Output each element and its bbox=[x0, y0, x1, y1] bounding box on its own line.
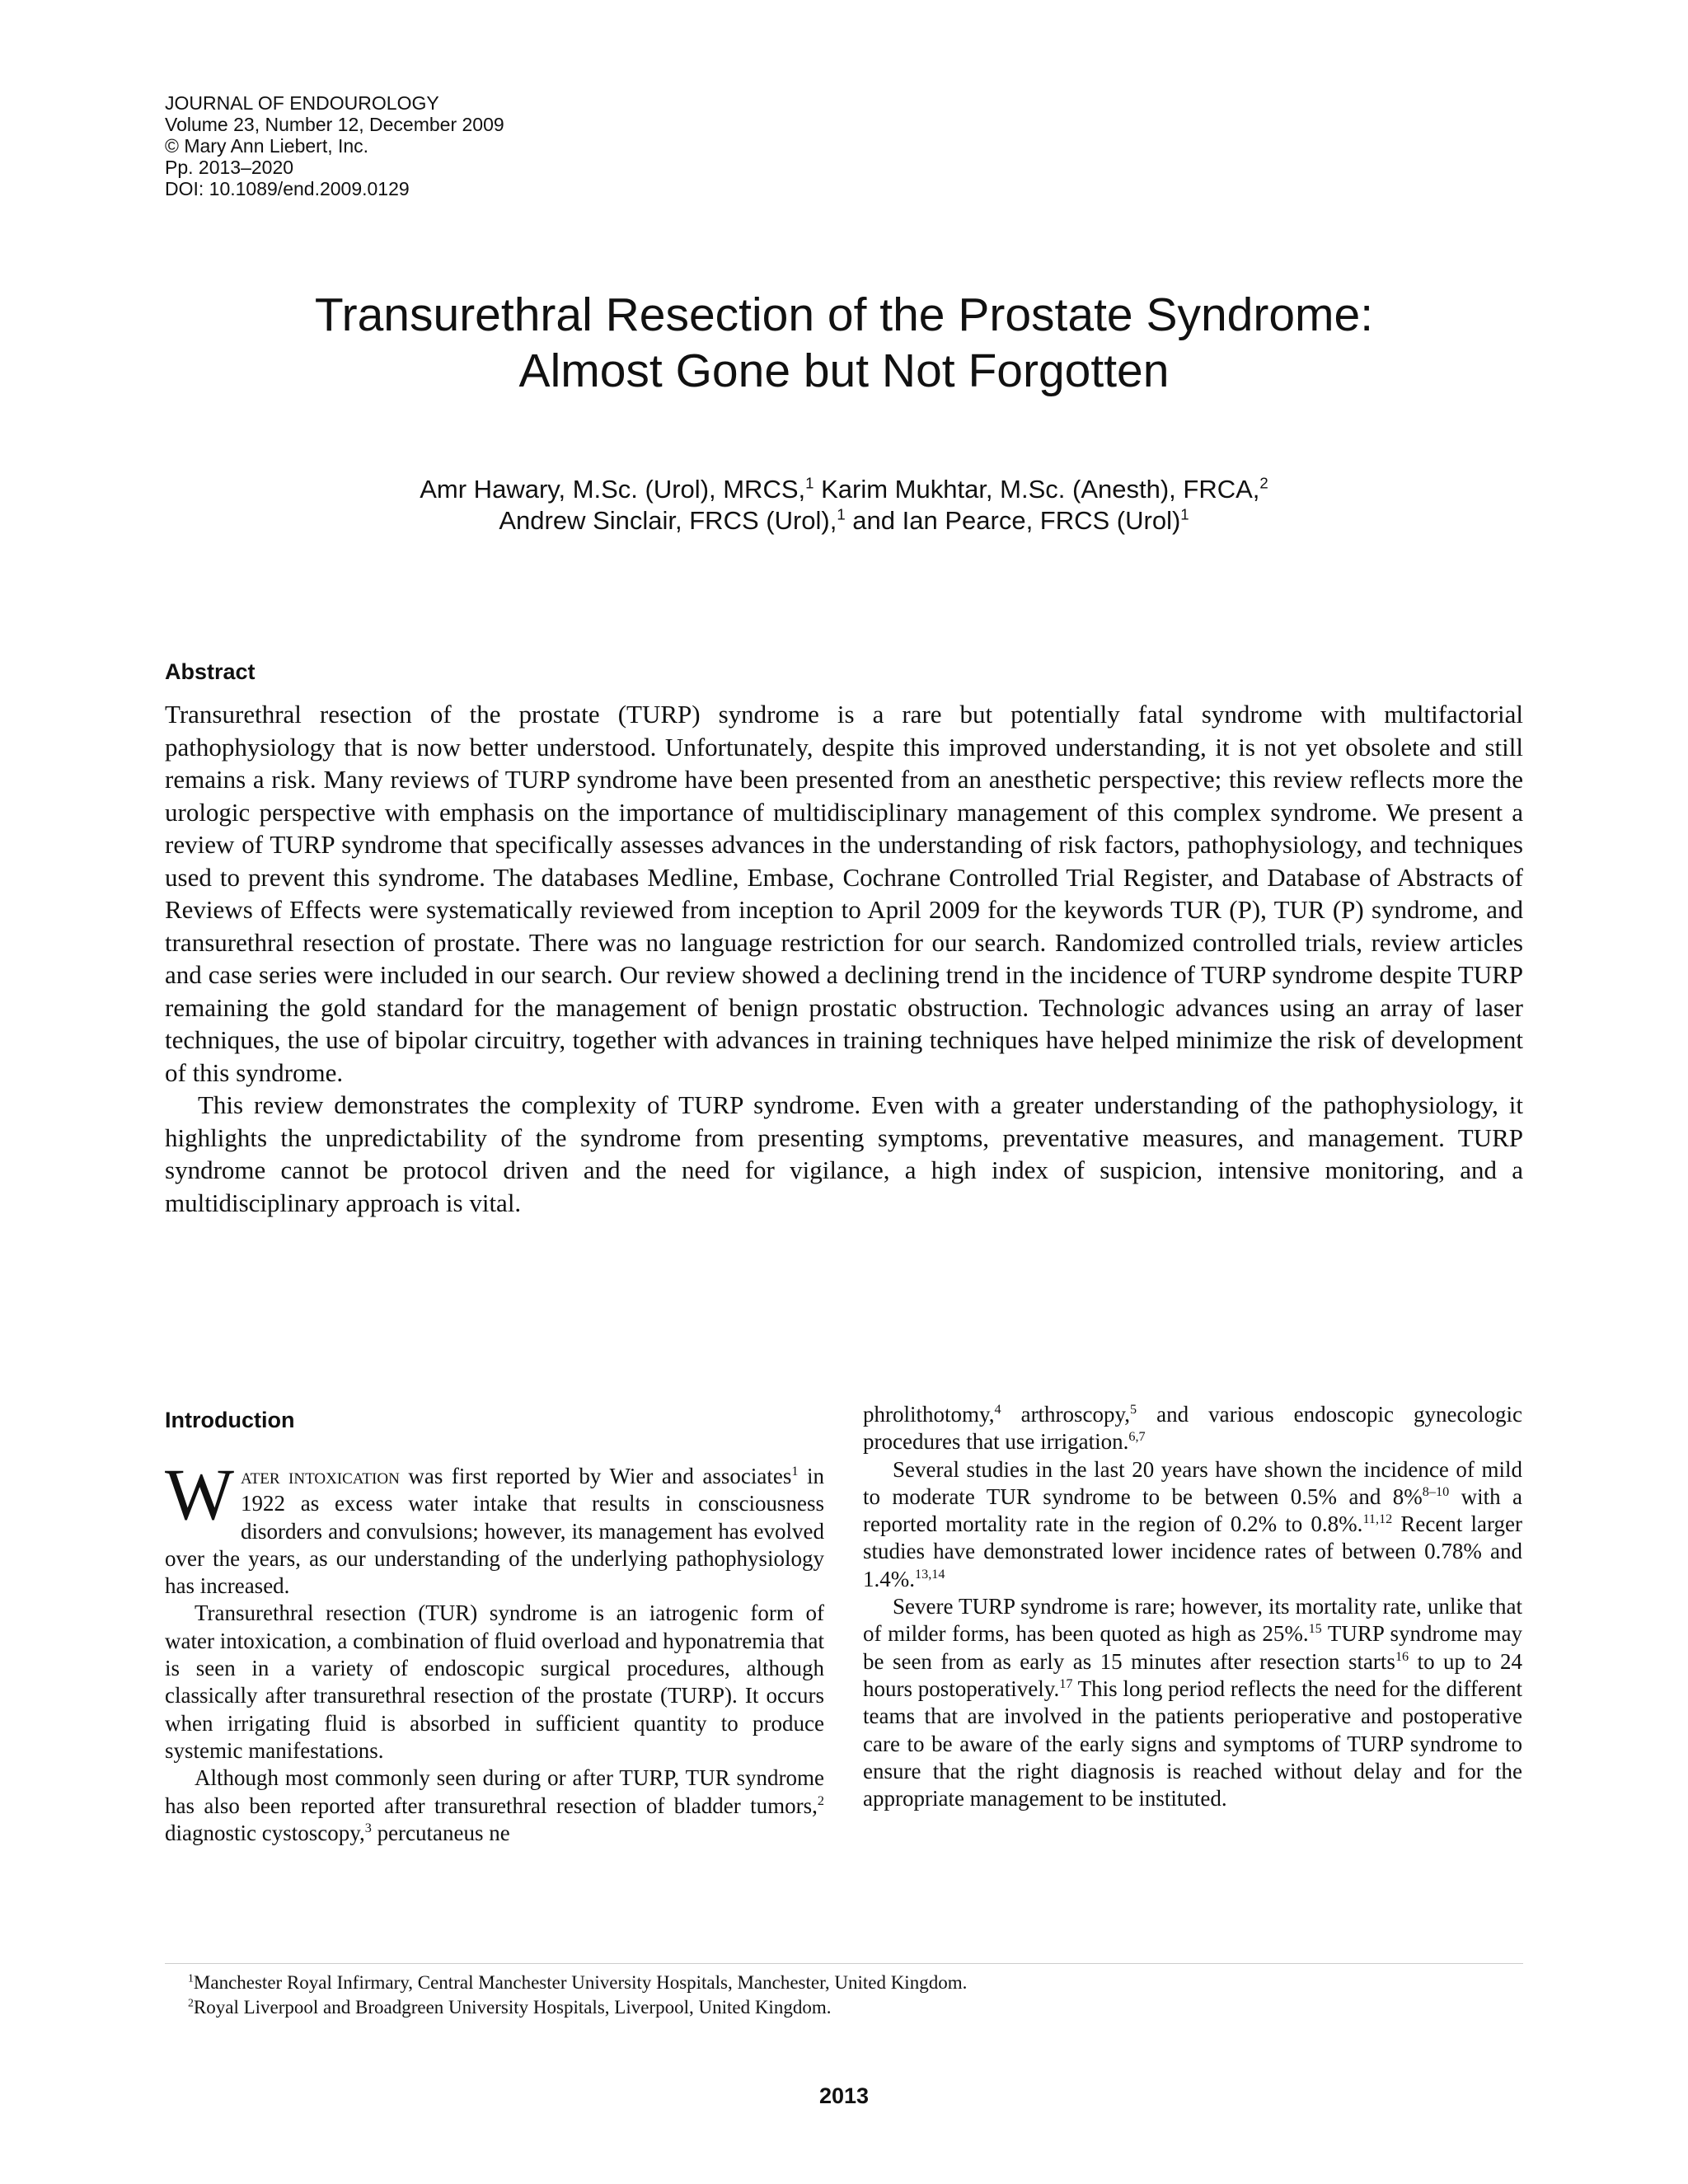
intro-p3-text-cont: diagnostic cystoscopy, bbox=[165, 1820, 365, 1845]
affiliation-marker: 1 bbox=[837, 505, 846, 523]
abstract-body bbox=[165, 698, 1523, 1219]
intro-r3-text-mid: to up to 24 hours postoperatively. bbox=[863, 1648, 1522, 1701]
journal-copyright: © Mary Ann Liebert, Inc. bbox=[165, 135, 369, 157]
intro-r3-text-end: This long period reflects the need for the different teams that are involved in the patients perioperative and postoperative care to be aware of the early signs and symptoms of TURP syndrome to ensure that the right diagnosis is reached without delay and for the appropriate management to be instituted. bbox=[863, 1675, 1522, 1811]
intro-paragraph-5 bbox=[863, 1593, 1522, 1812]
body-column-left bbox=[165, 1455, 824, 1847]
intro-r1-text: phrolithotomy, bbox=[863, 1402, 995, 1427]
footnote-marker: 2 bbox=[188, 1996, 194, 2009]
citation-marker: 5 bbox=[1130, 1402, 1137, 1417]
journal-pages: Pp. 2013–2020 bbox=[165, 157, 294, 178]
title-line-2: Almost Gone but Not Forgotten bbox=[518, 344, 1170, 397]
intro-paragraph-4 bbox=[863, 1456, 1522, 1593]
intro-paragraph-3 bbox=[165, 1765, 824, 1847]
citation-marker: 3 bbox=[364, 1820, 372, 1835]
footnote-marker: 1 bbox=[188, 1971, 194, 1985]
abstract-paragraph-2: This review demonstrates the complexity of TURP syndrome. Even with a greater understanding of the pathophysiology, it highlights the unpredictability of the syndrome from presenting symptoms, preventative measures, and management. TURP syndrome cannot be protocol driven and the need for vigilance, a high index of suspicion, intensive monitoring, and a multidisciplinary approach is vital. bbox=[165, 1090, 1523, 1217]
citation-marker: 11,12 bbox=[1362, 1511, 1393, 1527]
intro-p3-text-end: percutaneus ne bbox=[371, 1820, 510, 1845]
affiliation-marker: 1 bbox=[1180, 505, 1189, 523]
footnote-divider bbox=[165, 1963, 1523, 1964]
author-mukhtar: Karim Mukhtar, M.Sc. (Anesth), FRCA, bbox=[814, 475, 1260, 504]
citation-marker: 1 bbox=[791, 1464, 799, 1479]
intro-p1-text-cont: in 1922 as excess water intake that results in consciousness disorders and convulsions; however, its management has evolved over the years, as our understanding of the underlying pathophysiology has increased. bbox=[165, 1464, 824, 1599]
affiliation-marker: 2 bbox=[1259, 474, 1268, 492]
footnote-2-text: Royal Liverpool and Broadgreen University Hospitals, Liverpool, United Kingdom. bbox=[193, 1997, 832, 2018]
journal-doi: DOI: 10.1089/end.2009.0129 bbox=[165, 178, 410, 199]
title-line-1: Transurethral Resection of the Prostate Syndrome: bbox=[314, 288, 1374, 341]
intro-r2-text: Several studies in the last 20 years have shown the incidence of mild to moderate TUR syndrome to be between 0.5% and 8% bbox=[863, 1456, 1522, 1509]
citation-marker: 17 bbox=[1059, 1675, 1073, 1691]
body-column-right bbox=[863, 1401, 1522, 1812]
drop-cap: W bbox=[165, 1455, 235, 1535]
citation-marker: 6,7 bbox=[1128, 1429, 1146, 1445]
intro-r2-text-end: Recent larger studies have demonstrated lower incidence rates of between 0.78% and 1.4%. bbox=[863, 1511, 1522, 1591]
author-list bbox=[165, 474, 1523, 537]
intro-r1-text-cont: arthroscopy, bbox=[1001, 1402, 1131, 1427]
intro-r3-text: Severe TURP syndrome is rare; however, its mortality rate, unlike that of milder forms, has been quoted as high as 25%. bbox=[863, 1594, 1522, 1647]
citation-marker: 4 bbox=[994, 1402, 1001, 1417]
journal-volume: Volume 23, Number 12, December 2009 bbox=[165, 114, 504, 135]
abstract-paragraph-1: Transurethral resection of the prostate (TURP) syndrome is a rare but potentially fatal syndrome with multifactorial pathophysiology that is now better understood. Unfortunately, despite this improved understanding, it is not yet obsolete and still remains a risk. Many reviews of TURP syndrome have been presented from an anesthetic perspective; this review reflects more the urologic perspective with emphasis on the importance of multidisciplinary management of this complex syndrome. We present a review of TURP syndrome that specifically assesses advances in the understanding of risk factors, pathophysiology, and techniques used to prevent this syndrome. The databases Medline, Embase, Cochrane Controlled Trial Register, and Database of Abstracts of Reviews of Effects were systematically reviewed from inception to April 2009 for the keywords TUR (P), TUR (P) syndrome, and transurethral resection of prostate. There was no language restriction for our search. Randomized controlled trials, review articles and case series were included in our search. Our review showed a declining trend in the incidence of TURP syndrome despite TURP remaining the gold standard for the management of benign prostatic obstruction. Technologic advances using an array of laser techniques, the use of bipolar circuitry, together with advances in training techniques have helped minimize the risk of development of this syndrome. bbox=[165, 700, 1523, 1087]
footnote-1-text: Manchester Royal Infirmary, Central Manchester University Hospitals, Manchester, United Kingdom. bbox=[193, 1972, 968, 1993]
author-line-2 bbox=[165, 505, 1523, 537]
affiliation-footnotes bbox=[188, 1971, 967, 2020]
author-hawary: Amr Hawary, M.Sc. (Urol), MRCS, bbox=[420, 475, 806, 504]
intro-paragraph-3-continued bbox=[863, 1401, 1522, 1456]
author-line-1 bbox=[165, 474, 1523, 505]
author-sinclair: Andrew Sinclair, FRCS (Urol), bbox=[499, 506, 837, 535]
citation-marker: 8–10 bbox=[1422, 1483, 1450, 1499]
citation-marker: 15 bbox=[1308, 1621, 1322, 1637]
introduction-heading: Introduction bbox=[165, 1408, 295, 1432]
abstract-heading: Abstract bbox=[165, 659, 256, 684]
citation-marker: 13,14 bbox=[915, 1566, 945, 1582]
intro-p3-text: Although most commonly seen during or after TURP, TUR syndrome has also been reported after transurethral resection of bladder tumors, bbox=[165, 1765, 824, 1818]
intro-r1-text-end: and various endoscopic gynecologic procedures that use irrigation. bbox=[863, 1402, 1522, 1455]
article-title bbox=[165, 287, 1523, 399]
intro-r3-text-cont: TURP syndrome may be seen from as early as 15 minutes after resection starts bbox=[863, 1621, 1522, 1674]
footnote-1 bbox=[188, 1971, 967, 1995]
affiliation-marker: 1 bbox=[805, 474, 814, 492]
intro-paragraph-1 bbox=[165, 1455, 824, 1600]
citation-marker: 16 bbox=[1395, 1648, 1409, 1664]
intro-r2-text-cont: with a reported mortality rate in the region of 0.2% to 0.8%. bbox=[863, 1483, 1522, 1537]
intro-p1-text: was first reported by Wier and associates bbox=[399, 1464, 792, 1488]
page-number: 2013 bbox=[818, 2083, 870, 2108]
lead-in-smallcaps: ater intoxication bbox=[241, 1464, 400, 1488]
citation-marker: 2 bbox=[817, 1793, 824, 1808]
intro-paragraph-2: Transurethral resection (TUR) syndrome is an iatrogenic form of water intoxication, a combination of fluid overload and hyponatremia that is seen in a variety of endoscopic surgical procedures, although classically after transurethral resection of the prostate (TURP). It occurs when irrigating fluid is absorbed in sufficient quantity to produce systemic manifestations. bbox=[165, 1601, 824, 1763]
footnote-2 bbox=[188, 1995, 967, 2020]
journal-header bbox=[165, 92, 504, 199]
author-pearce: and Ian Pearce, FRCS (Urol) bbox=[845, 506, 1181, 535]
journal-name: JOURNAL OF ENDOUROLOGY bbox=[165, 92, 439, 114]
